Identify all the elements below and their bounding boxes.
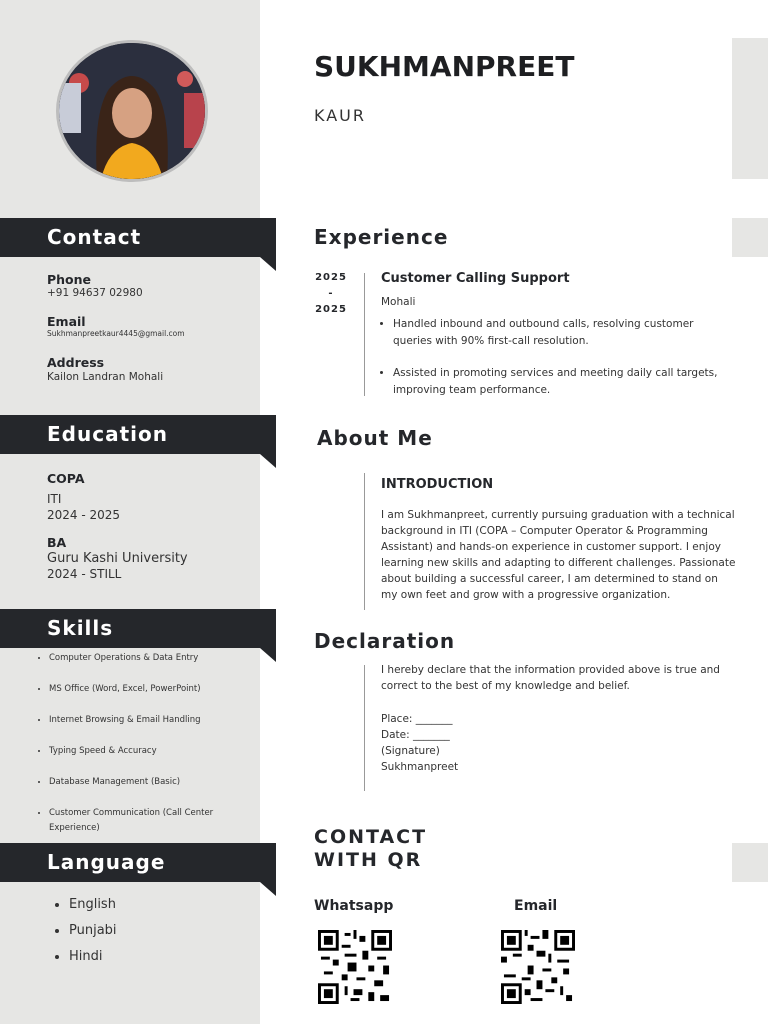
skill-item: • Computer Operations & Data Entry (49, 651, 239, 666)
skills-list (26, 651, 239, 852)
education-school-2: Guru Kashi University (47, 551, 188, 566)
language-heading-tail (260, 882, 276, 896)
decor-block-top (732, 38, 768, 179)
email-value[interactable]: Sukhmanpreetkaur4445@gmail.com (47, 329, 185, 338)
education-heading: Education (0, 415, 276, 454)
about-subtitle: INTRODUCTION (381, 477, 494, 492)
last-name: KAUR (314, 106, 366, 125)
language-item: • English (69, 896, 117, 913)
language-item: • Hindi (69, 948, 117, 965)
duty-item: • Handled inbound and outbound calls, resolving customer queries with 90% first-call resolution. (393, 316, 723, 349)
language-list (50, 896, 117, 974)
about-heading: About Me (317, 426, 433, 450)
skill-item: • Database Management (Basic) (49, 775, 239, 790)
contact-heading: Contact (0, 218, 276, 257)
declaration-divider (364, 665, 365, 791)
language-item: • Punjabi (69, 922, 117, 939)
qr-section-title (314, 826, 427, 872)
skills-heading-tail (260, 648, 276, 662)
email-qr-label: Email (514, 898, 558, 914)
declaration-place: Place: _______ (381, 713, 453, 725)
declaration-name: Sukhmanpreet (381, 761, 459, 773)
first-name: SUKHMANPREET (314, 50, 575, 83)
skill-item: • Internet Browsing & Email Handling (49, 713, 239, 728)
about-divider (364, 473, 365, 610)
declaration-signature: (Signature) (381, 745, 440, 757)
education-heading-tail (260, 454, 276, 468)
skills-heading: Skills (0, 609, 276, 648)
contact-heading-tail (260, 257, 276, 271)
decor-block-bottom (732, 843, 768, 882)
language-heading: Language (0, 843, 276, 882)
phone-value: +91 94637 02980 (47, 287, 143, 299)
job-duties (381, 316, 723, 414)
education-degree-1: COPA (47, 471, 85, 486)
skill-item: • Customer Communication (Call Center Experience) (49, 806, 239, 836)
address-label: Address (47, 355, 105, 370)
declaration-date: Date: _______ (381, 729, 450, 741)
duty-item: • Assisted in promoting services and meeting daily call targets, improving team performance. (393, 365, 723, 398)
email-label: Email (47, 314, 86, 329)
decor-block-mid (732, 218, 768, 257)
education-degree-2: BA (47, 535, 67, 550)
qr-title-line2: WITH QR (314, 849, 423, 871)
phone-label: Phone (47, 272, 92, 287)
address-value: Kailon Landran Mohali (47, 371, 164, 383)
whatsapp-label: Whatsapp (314, 898, 394, 914)
whatsapp-qr-code[interactable] (317, 930, 393, 1004)
experience-years (314, 270, 348, 318)
about-text: I am Sukhmanpreet, currently pursuing graduation with a technical background in ITI (COPA – Computer Operator & Programming Assistant) and hands-on experience in customer support. I enjoy learning new skills and adapting to different challenges. Passionate about building a successful career, I am determined to stand on my own feet and grow with a progressive organization. (381, 509, 736, 601)
experience-divider (364, 273, 365, 396)
qr-title-line1: CONTACT (314, 826, 428, 848)
education-school-1: ITI (47, 492, 62, 506)
education-years-2: 2024 - STILL (47, 567, 122, 581)
declaration-text: I hereby declare that the information provided above is true and correct to the best of my knowledge and belief. (381, 664, 720, 692)
skill-item: • MS Office (Word, Excel, PowerPoint) (49, 682, 239, 697)
experience-end-year: 2025 (315, 304, 347, 315)
education-years-1: 2024 - 2025 (47, 508, 121, 522)
experience-start-year: 2025 (315, 272, 347, 283)
declaration-heading: Declaration (314, 629, 456, 653)
job-location: Mohali (381, 296, 416, 308)
email-qr-code[interactable] (500, 930, 576, 1004)
experience-dash: - (328, 288, 334, 299)
profile-photo (56, 40, 208, 182)
experience-heading: Experience (314, 225, 449, 249)
job-title: Customer Calling Support (381, 271, 570, 286)
skill-item: • Typing Speed & Accuracy (49, 744, 239, 759)
